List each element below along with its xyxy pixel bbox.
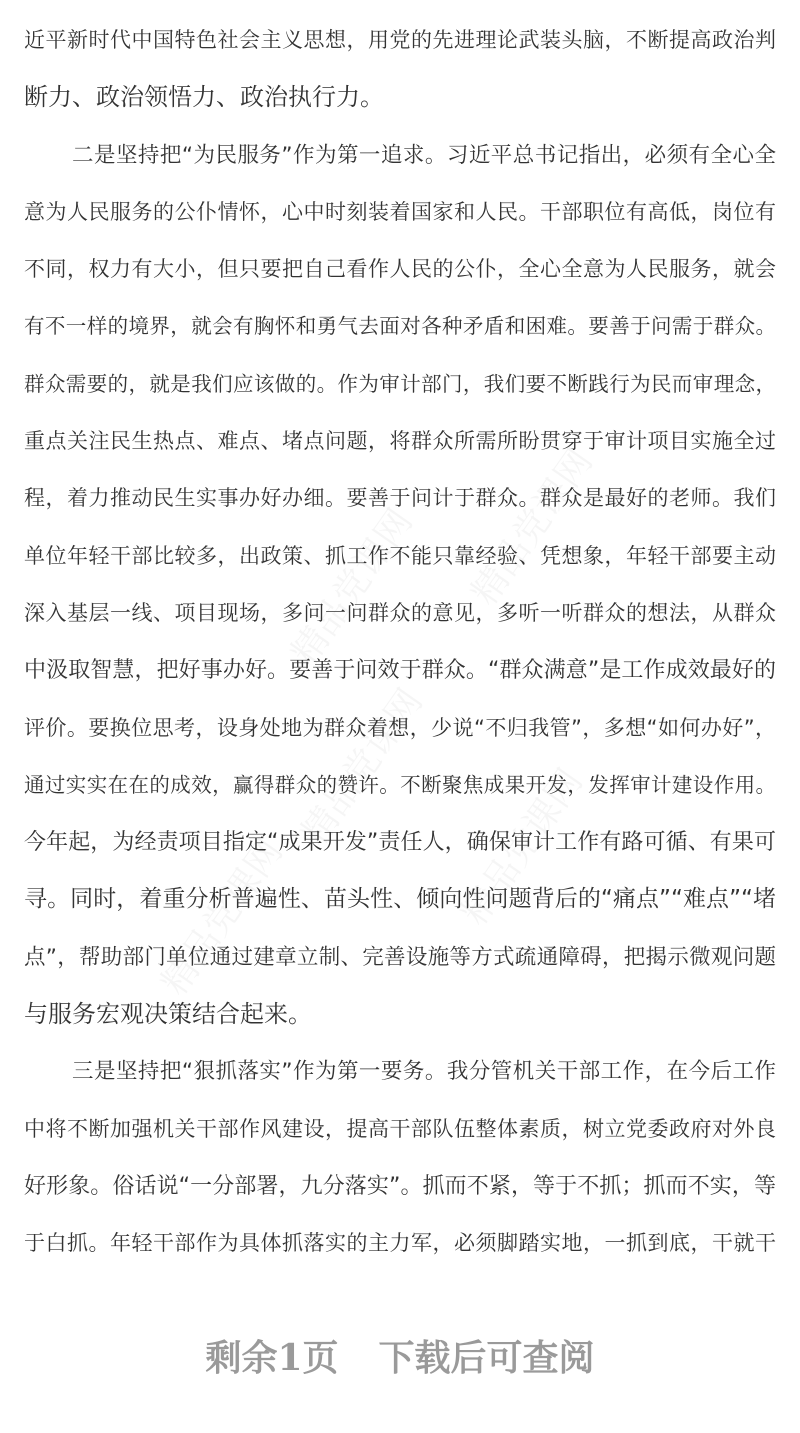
- text-line: 评价。要换位思考，设身处地为群众着想，少说“不归我管”，多想“如何办好”，: [24, 715, 776, 740]
- text-line: 断力、政治领悟力、政治执行力。: [24, 83, 384, 112]
- text-line: 与服务宏观决策结合起来。: [24, 1000, 312, 1029]
- text-line: 好形象。俗话说“一分部署，九分落实”。抓而不紧，等于不抓；抓而不实，等: [24, 1173, 776, 1199]
- text-line: 单位年轻干部比较多，出政策、抓工作不能只靠经验、凭想象，年轻干部要主动: [24, 543, 776, 568]
- remaining-pages-label: 剩余1页: [205, 1337, 339, 1379]
- download-to-view-label: 下载后可查阅: [378, 1337, 595, 1379]
- text-line: 三是坚持把“狠抓落实”作为第一要务。我分管机关干部工作，在今后工作: [72, 1059, 776, 1085]
- text-line: 中将不断加强机关干部作风建设，提高干部队伍整体素质，树立党委政府对外良: [24, 1116, 776, 1141]
- text-line: 寻。同时，着重分析普遍性、苗头性、倾向性问题背后的“痛点”“难点”“堵: [24, 886, 776, 913]
- text-line: 深入基层一线、项目现场，多问一问群众的意见，多听一听群众的想法，从群众: [24, 600, 776, 625]
- text-line: 点”，帮助部门单位通过建章立制、完善设施等方式疏通障碍，把揭示微观问题: [24, 944, 776, 970]
- text-line: 于白抓。年轻干部作为具体抓落实的主力军，必须脚踏实地，一抓到底，干就干: [24, 1231, 776, 1256]
- text-line: 群众需要的，就是我们应该做的。作为审计部门，我们要不断践行为民而审理念，: [24, 371, 776, 396]
- text-line: 不同，权力有大小，但只要把自己看作人民的公仆，全心全意为人民服务，就会: [24, 257, 776, 282]
- text-line: 重点关注民生热点、难点、堵点问题，将群众所需所盼贯穿于审计项目实施全过: [24, 429, 776, 454]
- document-body: [24, 12, 776, 1273]
- text-line: 中汲取智慧，把好事办好。要善于问效于群众。“群众满意”是工作成效最好的: [24, 658, 776, 684]
- text-line: 程，着力推动民生实事办好办细。要善于问计于群众。群众是最好的老师。我们: [24, 486, 776, 511]
- text-line: 今年起，为经责项目指定“成果开发”责任人，确保审计工作有路可循、有果可: [24, 830, 776, 856]
- paragraph: [24, 127, 776, 1044]
- paragraph: [24, 12, 776, 127]
- text-line: 意为人民服务的公仆情怀，心中时刻装着国家和人民。干部职位有高低，岗位有: [24, 199, 776, 224]
- text-line: 二是坚持把“为民服务”作为第一追求。习近平总书记指出，必须有全心全: [72, 142, 776, 168]
- text-line: 通过实实在在的成效，赢得群众的赞许。不断聚焦成果开发，发挥审计建设作用。: [24, 772, 776, 797]
- text-line: 近平新时代中国特色社会主义思想，用党的先进理论武装头脑，不断提高政治判: [24, 28, 776, 52]
- download-prompt[interactable]: [0, 1330, 800, 1381]
- text-line: 有不一样的境界，就会有胸怀和勇气去面对各种矛盾和困难。要善于问需于群众。: [24, 314, 776, 339]
- paragraph: [24, 1043, 776, 1272]
